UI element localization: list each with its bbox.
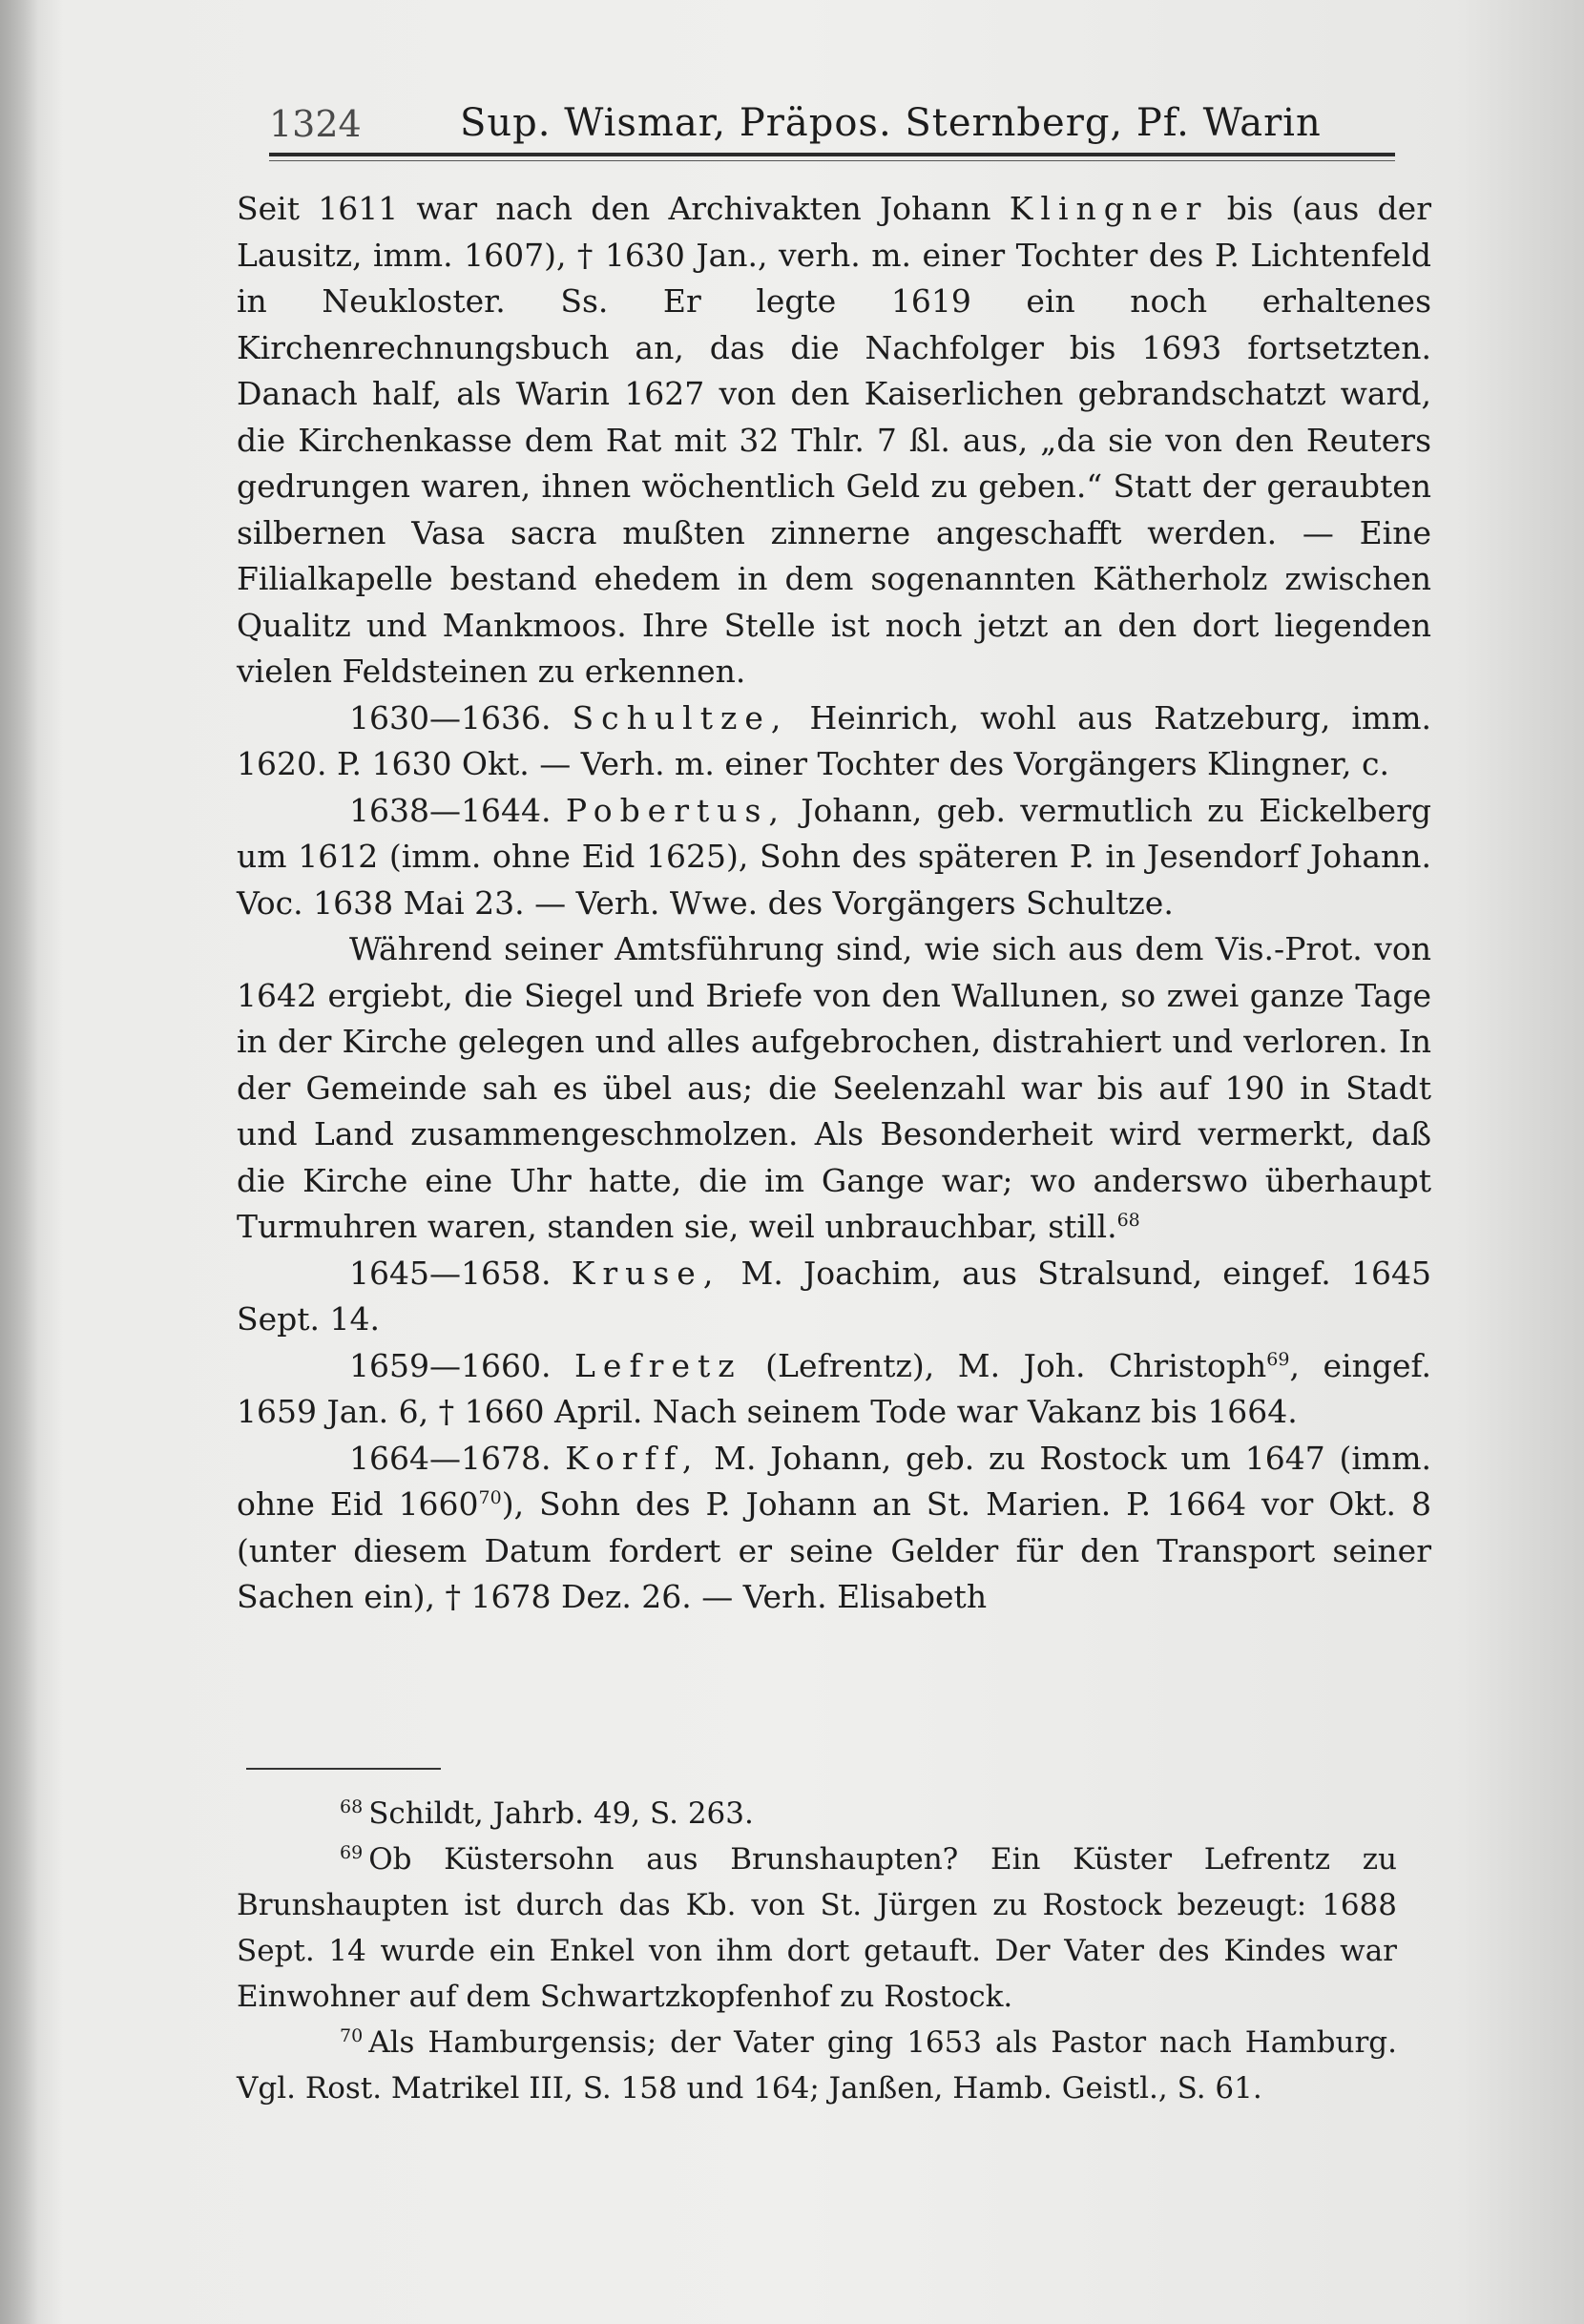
page-number: 1324 [269,103,362,145]
paragraph-klingner: Seit 1611 war nach den Archivakten Johann Klingner bis (aus der Lausitz, imm. 1607), † 1630 Jan., verh. m. einer Tochter des P. Lichtenfeld in Neukloster. Ss. Er legte 1619 ein noch erhaltenes Kirchenrechnungsbuch an, das die Nachfolger bis 1693 fortsetzten. Danach half, als Warin 1627 von den Kaiserlichen gebrandschatzt ward, die Kirchenkasse dem Rat mit 32 Thlr. 7 ßl. aus, „da sie von den Reuters gedrungen waren, ihnen wöchentlich Geld zu geben.“ Statt der geraubten silbernen Vasa sacra mußten zinnerne angeschafft werden. — Eine Filialkapelle bestand ehedem in dem sogenannten Kätherholz zwischen Qualitz und Mankmoos. Ihre Stelle ist noch jetzt an den dort liegenden vielen Feldsteinen zu erkennen. [237,190,1431,690]
pastor-name: Lefretz [574,1346,742,1384]
footnotes [237,1791,1397,2111]
pastor-name: Korff, [565,1439,700,1477]
pastor-name: Klingner [1009,190,1209,227]
running-title: Sup. Wismar, Präpos. Sternberg, Pf. Warin [460,101,1322,145]
footnote-69: $^{69}$ Ob Küstersohn aus Brunshaupten? Ein Küster Lefrentz zu Brunshaupten ist durch das Kb. von St. Jürgen zu Rostock bezeugt: 1688 Sept. 14 wurde ein Enkel von ihm dort getauft. Der Vater des Kindes war Einwohner auf dem Schwartzkopfenhof zu Rostock. [237,1841,1397,2014]
header-rule-thin [269,160,1395,161]
footnote-ref: 70 [478,1487,502,1508]
pastor-name: Schultze, [572,698,789,737]
header-rule [269,153,1395,156]
page-header [269,99,1405,156]
paragraph-pobertus: 1638—1644. Pobertus, Johann, geb. vermutlich zu Eickelberg um 1612 (imm. ohne Eid 1625), Sohn des späteren P. in Jesendorf Johann. Voc. 1638 Mai 23. — Verh. Wwe. des Vorgängers Schultze. [237,791,1431,922]
footnote-68: $^{68}$ Schildt, Jahrb. 49, S. 263. [340,1795,754,1831]
paragraph-lefretz: 1659—1660. Lefretz (Lefrentz), M. Joh. Christoph$^{69}$, eingef. 1659 Jan. 6, † 1660 April. Nach seinem Tode war Vakanz bis 1664. [237,1346,1432,1430]
main-text [237,186,1431,1621]
pastor-name: Kruse, [571,1254,721,1292]
spine-shadow [0,0,38,2324]
footnote-ref: 69 [1266,1348,1290,1370]
paragraph-korff: 1664—1678. Korff, M. Johann, geb. zu Rostock um 1647 (imm. ohne Eid 1660$^{70}$), Sohn des P. Johann an St. Marien. P. 1664 vor Okt. 8 (unter diesem Datum fordert er seine Gelder für den Transport seiner Sachen ein), † 1678 Dez. 26. — Verh. Elisabeth [237,1439,1431,1615]
footnote-ref: 68 [1116,1210,1140,1231]
paragraph-schultze: 1630—1636. Schultze, Heinrich, wohl aus Ratzeburg, imm. 1620. P. 1630 Okt. — Verh. m. einer Tochter des Vorgängers Klingner, c. [237,698,1432,782]
paragraph-amtsfuehrung: Während seiner Amtsführung sind, wie sich aus dem Vis.-Prot. von 1642 ergiebt, die Siegel und Briefe von den Wallunen, so zwei ganze Tage in der Kirche gelegen und alles aufgebrochen, distrahiert und verloren. In der Gemeinde sah es übel aus; die Seelenzahl war bis auf 190 in Stadt und Land zusammengeschmolzen. Als Besonderheit wird vermerkt, daß die Kirche eine Uhr hatte, die im Gange war; wo anderswo überhaupt Turmuhren waren, standen sie, weil unbrauchbar, still.$^{68}$ [237,930,1431,1245]
footnote-separator [246,1768,441,1770]
pastor-name: Pobertus, [565,791,786,829]
paragraph-kruse: 1645—1658. Kruse, M. Joachim, aus Stralsund, eingef. 1645 Sept. 14. [237,1254,1431,1338]
footnote-70: $^{70}$ Als Hamburgensis; der Vater ging 1653 als Pastor nach Hamburg. Vgl. Rost. Matrikel III, S. 158 und 164; Janßen, Hamb. Geistl., S. 61. [237,2024,1397,2106]
